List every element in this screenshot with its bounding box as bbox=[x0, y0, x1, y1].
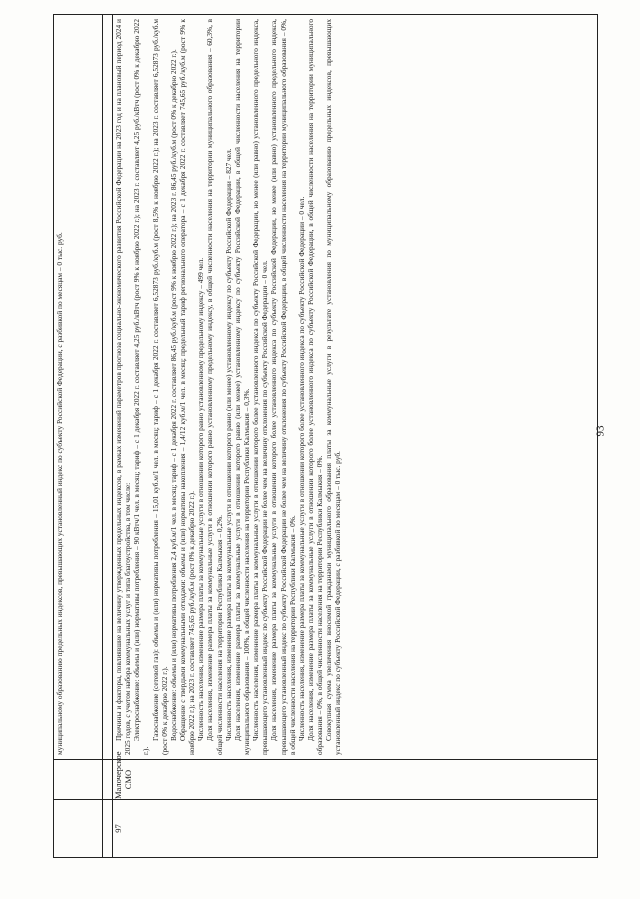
paragraph: Численность населения, изменение размера платы за коммунальные услуги в отношении которого равно (или менее) установленному индексу по субъекту Российской Федерации – 827 чел. bbox=[223, 148, 233, 741]
table-row-spacer bbox=[103, 15, 113, 858]
rotated-table-container bbox=[53, 14, 598, 858]
paragraph: Численность населения, изменение размера платы за коммунальные услуги в отношении которого равно установленному предельному индексу – 499 чел. bbox=[196, 257, 206, 741]
spacer-cell-2 bbox=[103, 760, 113, 800]
paragraph: Численность населения, изменение размера платы за коммунальные услуги в отношении которого более установленного индекса по субъекту Российской Федерации, но менее (или равно) установленного предельного индекса, превышающего установленный индекс по субъекту Российской Федерации не более чем на величину отклонения по субъекту Российской Федерации – 0 чел. bbox=[251, 19, 270, 755]
paragraph: Доля населения, изменение размера платы за коммунальные услуги в отношении которого более установленного индекса по субъекту Российской Федерации, в общей численности населения на территории муниципального образования – 0%, в общей численности населения на территории Республики Калмыкия – 0%. bbox=[305, 19, 325, 755]
paragraph: Доля населения, изменение размера платы за коммунальные услуги в отношении которого равно (или менее) установленному индексу по субъекту Российской Федерации, в общей численности населения на территории муниципального образования – 100%, в общей численности населения на территории Республики Калмыкия – 0,3%. bbox=[232, 19, 251, 755]
paragraph: Совокупная сумма увеличения вносимой гражданами муниципального образования платы за коммунальные услуги в результате установления по муниципальному образованию предельных индексов, превышающих установленный индекс по субъекту Российской Федерации, с разбивкой по месяцам – 0 тыс. руб. bbox=[324, 19, 343, 755]
page-number: 93 bbox=[594, 425, 607, 437]
paragraph: Обращение с твердыми коммунальными отходами: объемы и (или) нормативы накопления – 1,4/12 куб.м/1 чел. в месяц; предельный тариф регионального оператора – с 1 декабря 2022 г. составляет 745,65 руб./куб.м (рост 9% к ноябрю 2022 г.); на 2023 г. составляет 745,65 руб./куб.м (рост 0% к декабрю 2022 г.). bbox=[177, 19, 197, 755]
municipality-label: Малочерское СМО bbox=[113, 751, 133, 799]
table-row-97 bbox=[113, 15, 598, 858]
spacer-cell-3 bbox=[103, 15, 113, 760]
paragraph: Причины и факторы, повлиявшие на величину утвержденных предельных индексов, в рамках изменений параметров прогноза социально-экономического развития Российской Федерации на 2023 год и на плановый период 2024 и 2025 годов, с учетом набора коммунальных услуг и типа благоустройства, в том числе: bbox=[114, 19, 133, 755]
paragraph: Численность населения, изменение размера платы за коммунальные услуги в отношении которого более установленного индекса по субъекту Российской Федерации – 0 чел. bbox=[296, 196, 306, 741]
paragraph: Доля населения, изменение размера платы за коммунальные услуги в отношении которого более установленного индекса по субъекту Российской Федерации, но менее (или равно) установленного предельного индекса, превышающего установленный индекс по субъекту Российской Федерации не более чем на величину отклонения по субъекту Российской Федерации, в общей численности населения на территории муниципального образования – 0%, в общей численности населения на территории Республики Калмыкия – 0%. bbox=[269, 19, 297, 755]
row-number: 97 bbox=[113, 800, 598, 858]
table-row-continued bbox=[54, 15, 103, 858]
paragraph: Водоснабжение: объемы и (или) нормативы потребления 2,4 куб.м/1 чел. в месяц; тариф – с 1 декабря 2022 г. составляет 86,45 руб./куб.м (рост 9% к ноябрю 2022 г.); на 2023 г. 86,45 руб./куб.м (рост 0% к декабрю 2022 г.). bbox=[168, 49, 178, 741]
description-cell bbox=[113, 15, 598, 760]
empty-name-cell bbox=[54, 760, 103, 800]
municipality-name bbox=[113, 751, 598, 800]
paragraph: Газоснабжение (сетевой газ): объемы и (или) нормативы потребления – 15,01 куб.м/1 чел. в месяц; тариф – с 1 декабря 2022 г. составляет 6,52873 руб./куб.м (рост 8,5% к ноябрю 2022 г.); на 2023 г. составляет 6,52873 руб./куб.м (рост 0% к декабрю 2022 г.). bbox=[150, 19, 169, 755]
spacer-cell-1 bbox=[103, 800, 113, 858]
paragraph-list bbox=[113, 15, 344, 759]
empty-num-cell bbox=[54, 800, 103, 858]
indices-table bbox=[53, 14, 598, 858]
paragraph: Доля населения, изменение размера платы за коммунальные услуги в отношении которого равно установленному предельному индексу, в общей численности населения на территории муниципального образования – 60,3%, в общей численности населения на территории Республики Калмыкия – 0,2%. bbox=[205, 19, 224, 755]
continued-text-cell bbox=[54, 15, 103, 760]
top-paragraph: муниципальному образованию предельных индексов, превышающих установленный индекс по субъекту Российской Федерации, с разбивкой по месяцам – 0 тыс. руб. bbox=[55, 232, 64, 755]
paragraph: Электроснабжение: объемы и (или) нормативы потребления – 90 кВтч/1 чел. в месяц; тариф – с 1 декабря 2022 г. составляет 4,25 руб./кВтч (рост 9% к ноябрю 2022 г.); на 2023 г. составляет 4,25 руб./кВтч (рост 0% к декабрю 2022 г.). bbox=[132, 19, 151, 755]
